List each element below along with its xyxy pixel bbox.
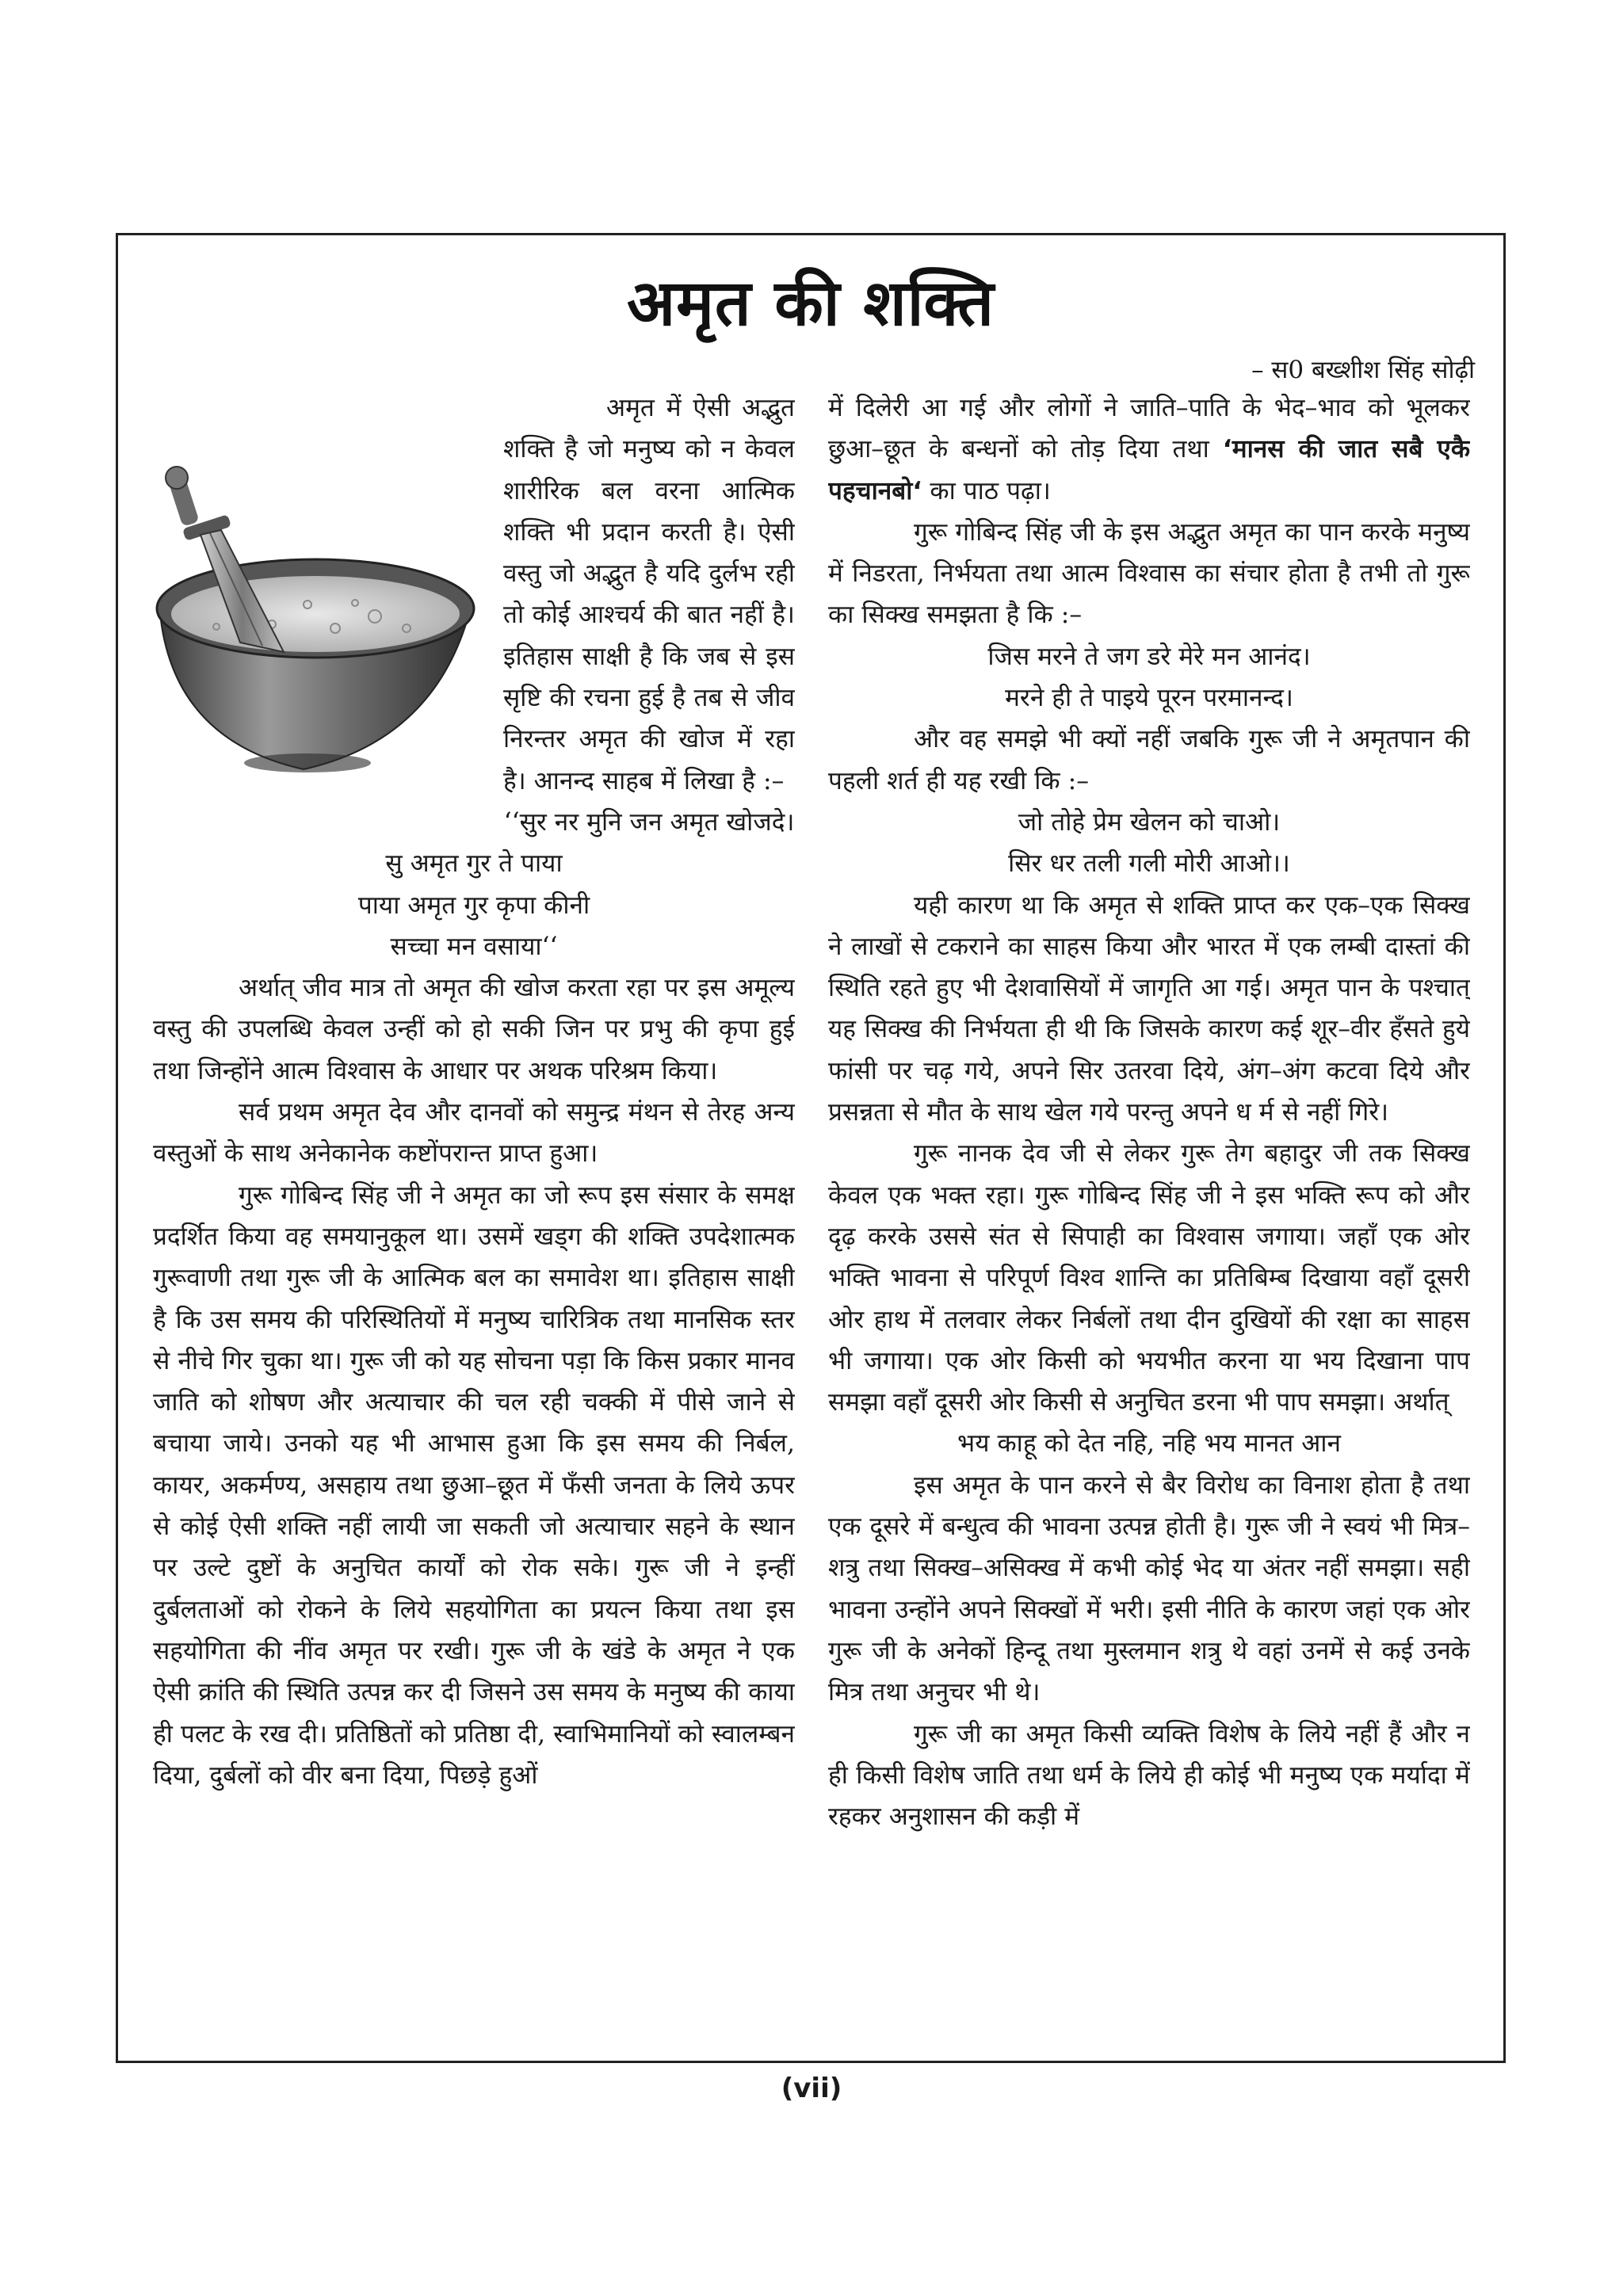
left-verse-line-3: पाया अमृत गुर कृपा कीनी	[357, 891, 590, 920]
right-paragraph-6: इस अमृत के पान करने से बैर विरोध का विनाश होता है तथा एक दूसरे में बन्धुत्व की भावना उत्पन्न होती है। गुरू जी ने स्वयं भी मित्र–शत्रु तथा सिक्ख–असिक्ख में कभी कोई भेद या अंतर नहीं समझा। सही भावना उन्होंने अपने सिक्खों में भरी। इसी नीति के कारण जहां एक ओर गुरू जी के अनेकों हिन्दू तथा मुस्लमान शत्रु थे वहां उनमें से कई उनके मित्र तथा अनुचर भी थे।	[828, 1470, 1470, 1707]
left-paragraph-2: अर्थात् जीव मात्र तो अमृत की खोज करता रहा पर इस अमूल्य वस्तु की उपलब्धि केवल उन्हीं को हो सकी जिन पर प्रभु की कृपा हुई तथा जिन्होंने आत्म विश्वास के आधार पर अथक परिश्रम किया।	[153, 974, 795, 1085]
right-verse-line-5: भय काहू को देत नहि, नहि भय मानत आन	[957, 1429, 1341, 1459]
right-paragraph-5: गुरू नानक देव जी से लेकर गुरू तेग बहादुर जी तक सिक्ख केवल एक भक्त रहा। गुरू गोबिन्द सिंह जी ने इस भक्ति रूप को और दृढ़ करके उससे संत से सिपाही का विश्वास जगाया। जहाँ एक ओर भक्ति भावना से परिपूर्ण विश्व शान्ति का प्रतिबिम्ब दिखाया वहाँ दूसरी ओर हाथ में तलवार लेकर निर्बलों तथा दीन दुखियों की रक्षा का साहस भी जगाया। एक ओर किसी को भयभीत करना या भय दिखाना पाप समझा वहाँ दूसरी ओर किसी से अनुचित डरना भी पाप समझा। अर्थात्	[828, 1139, 1470, 1417]
left-verse-line-1: ‘‘सुर नर मुनि जन अमृत खोजदे।	[503, 807, 795, 837]
right-verse-line-1: जिस मरने ते जग डरे मेरे मन आनंद।	[987, 642, 1311, 671]
left-paragraph-1: अमृत में ऐसी अद्भुत शक्ति है जो मनुष्य को न केवल शारीरिक बल वरना आत्मिक शक्ति भी प्रदान करती है। ऐसी वस्तु जो अद्भुत है यदि दुर्लभ रही तो कोई आश्चर्य की बात नहीं है। इतिहास साक्षी है कि जब से इस सृष्टि की रचना हुई है तब से जीव निरन्तर अमृत की खोज में रहा है। आनन्द साहब में लिखा है :–	[503, 394, 795, 795]
bold-quote: ‘मानस की जात सबै एकै पहचानबो‘	[828, 435, 1470, 505]
article-title: अमृत की शक्ति	[626, 266, 995, 340]
author-byline: – स0 बख्शीश सिंह सोढ़ी	[1251, 356, 1475, 384]
right-paragraph-1	[828, 387, 1470, 512]
left-verse-line-4: सच्चा मन वसाया‘‘	[390, 932, 558, 961]
amrit-bowl-illustration	[153, 391, 494, 834]
left-column	[153, 387, 795, 2055]
left-paragraph-3: सर्व प्रथम अमृत देव और दानवों को समुन्द्र मंथन से तेरह अन्य वस्तुओं के साथ अनेकानेक कष्टोंपरान्त प्राप्त हुआ।	[153, 1098, 795, 1169]
right-verse-line-2: मरने ही ते पाइये पूरन परमानन्द।	[1005, 684, 1293, 713]
right-paragraph-4: यही कारण था कि अमृत से शक्ति प्राप्त कर एक–एक सिक्ख ने लाखों से टकराने का साहस किया और भारत में एक लम्बी दास्तां की स्थिति रहते हुए भी देशवासियों में जागृति आ गई। अमृत पान के पश्चात् यह सिक्ख की निर्भयता ही थी कि जिसके कारण कई शूर–वीर हँसते हुये फांसी पर चढ़ गये, अपने सिर उतरवा दिये, अंग–अंग कटवा दिये और प्रसन्नता से मौत के साथ खेल गये परन्तु अपने ध र्म से नहीं गिरे।	[828, 891, 1470, 1127]
right-paragraph-7: गुरू जी का अमृत किसी व्यक्ति विशेष के लिये नहीं हैं और न ही किसी विशेष जाति तथा धर्म के लिये ही कोई भी मनुष्य एक मर्यादा में रहकर अनुशासन की कड़ी में	[828, 1719, 1470, 1832]
right-paragraph-2: गुरू गोबिन्द सिंह जी के इस अद्भुत अमृत का पान करके मनुष्य में निडरता, निर्भयता तथा आत्म विश्वास का संचार होता है तभी तो गुरू का सिक्ख समझता है कि :–	[828, 517, 1470, 630]
left-paragraph-4: गुरू गोबिन्द सिंह जी ने अमृत का जो रूप इस संसार के समक्ष प्रदर्शित किया वह समयानुकूल था। उसमें खड्ग की शक्ति उपदेशात्मक गुरूवाणी तथा गुरू जी के आत्मिक बल का समावेश था। इतिहास साक्षी है कि उस समय की परिस्थितियों में मनुष्य चारित्रिक तथा मानसिक स्तर से नीचे गिर चुका था। गुरू जी को यह सोचना पड़ा कि किस प्रकार मानव जाति को शोषण और अत्याचार की चल रही चक्की में पीसे जाने से बचाया जाये। उनको यह भी आभास हुआ कि इस समय की निर्बल, कायर, अकर्मण्य, असहाय तथा छुआ–छूत में फँसी जनता के लिये ऊपर से कोई ऐसी शक्ति नहीं लायी जा सकती जो अत्याचार सहने के स्थान पर उल्टे दुष्टों के अनुचित कार्यों को रोक सके। गुरू जी ने इन्हीं दुर्बलताओं को रोकने के लिये सहयोगिता का प्रयत्न किया तथा इस सहयोगिता की नींव अमृत पर रखी। गुरू जी के खंडे के अमृत ने एक ऐसी क्रांति की स्थिति उत्पन्न कर दी जिसने उस समय के मनुष्य की काया ही पलट के रख दी। प्रतिष्ठितों को प्रतिष्ठा दी, स्वाभिमानियों को स्वालम्बन दिया, दुर्बलों को वीर बना दिया, पिछड़े हुओं	[153, 1180, 795, 1790]
right-verse-line-4: सिर धर तली गली मोरी आओ।।	[1008, 849, 1290, 879]
article-frame	[116, 233, 1506, 2063]
right-paragraph-1-end: का पाठ पढ़ा।	[930, 476, 1051, 505]
right-paragraph-1-text: में दिलेरी आ गई और लोगों ने जाति–पाति के भेद–भाव को भूलकर छुआ–छूत के बन्धनों को तोड़ दिया तथा	[828, 394, 1470, 464]
page-number: (vii)	[781, 2073, 842, 2104]
left-verse-line-2: सु अमृत गुर ते पाया	[385, 849, 563, 879]
right-verse-line-3: जो तोहे प्रेम खेलन को चाओ।	[1018, 807, 1281, 837]
right-paragraph-3: और वह समझे भी क्यों नहीं जबकि गुरू जी ने अमृतपान की पहली शर्त ही यह रखी कि :–	[828, 725, 1470, 795]
right-column	[828, 387, 1470, 2055]
